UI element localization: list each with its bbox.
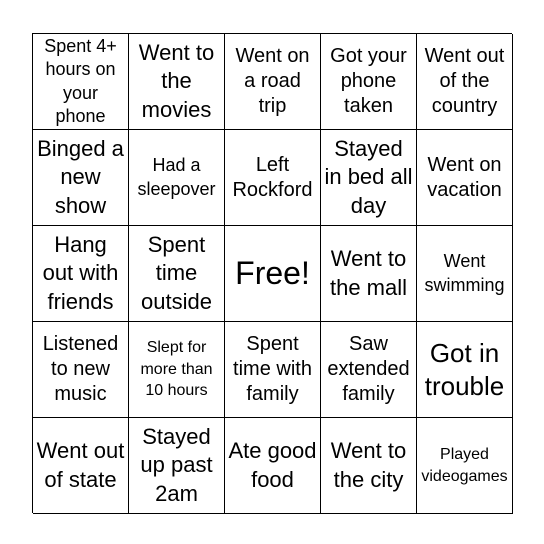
free-space[interactable]: Free! [225, 226, 321, 322]
bingo-cell[interactable]: Listened to new music [33, 322, 129, 418]
bingo-cell[interactable]: Went to the movies [129, 34, 225, 130]
bingo-cell[interactable]: Left Rockford [225, 130, 321, 226]
bingo-cell[interactable]: Went to the city [321, 418, 417, 514]
bingo-cell[interactable]: Binged a new show [33, 130, 129, 226]
bingo-cell[interactable]: Hang out with friends [33, 226, 129, 322]
bingo-cell[interactable]: Spent time with family [225, 322, 321, 418]
bingo-cell[interactable]: Stayed in bed all day [321, 130, 417, 226]
bingo-cell[interactable]: Spent time outside [129, 226, 225, 322]
bingo-cell[interactable]: Went on a road trip [225, 34, 321, 130]
bingo-cell[interactable]: Got in trouble [417, 322, 513, 418]
bingo-cell[interactable]: Slept for more than 10 hours [129, 322, 225, 418]
bingo-cell[interactable]: Went on vacation [417, 130, 513, 226]
bingo-cell[interactable]: Played videogames [417, 418, 513, 514]
bingo-cell[interactable]: Spent 4+ hours on your phone [33, 34, 129, 130]
bingo-cell[interactable]: Stayed up past 2am [129, 418, 225, 514]
bingo-cell[interactable]: Saw extended family [321, 322, 417, 418]
bingo-cell[interactable]: Went out of the country [417, 34, 513, 130]
bingo-cell[interactable]: Went out of state [33, 418, 129, 514]
bingo-cell[interactable]: Got your phone taken [321, 34, 417, 130]
bingo-cell[interactable]: Went swimming [417, 226, 513, 322]
bingo-card [32, 33, 512, 513]
bingo-cell[interactable]: Had a sleepover [129, 130, 225, 226]
bingo-cell[interactable]: Went to the mall [321, 226, 417, 322]
bingo-cell[interactable]: Ate good food [225, 418, 321, 514]
